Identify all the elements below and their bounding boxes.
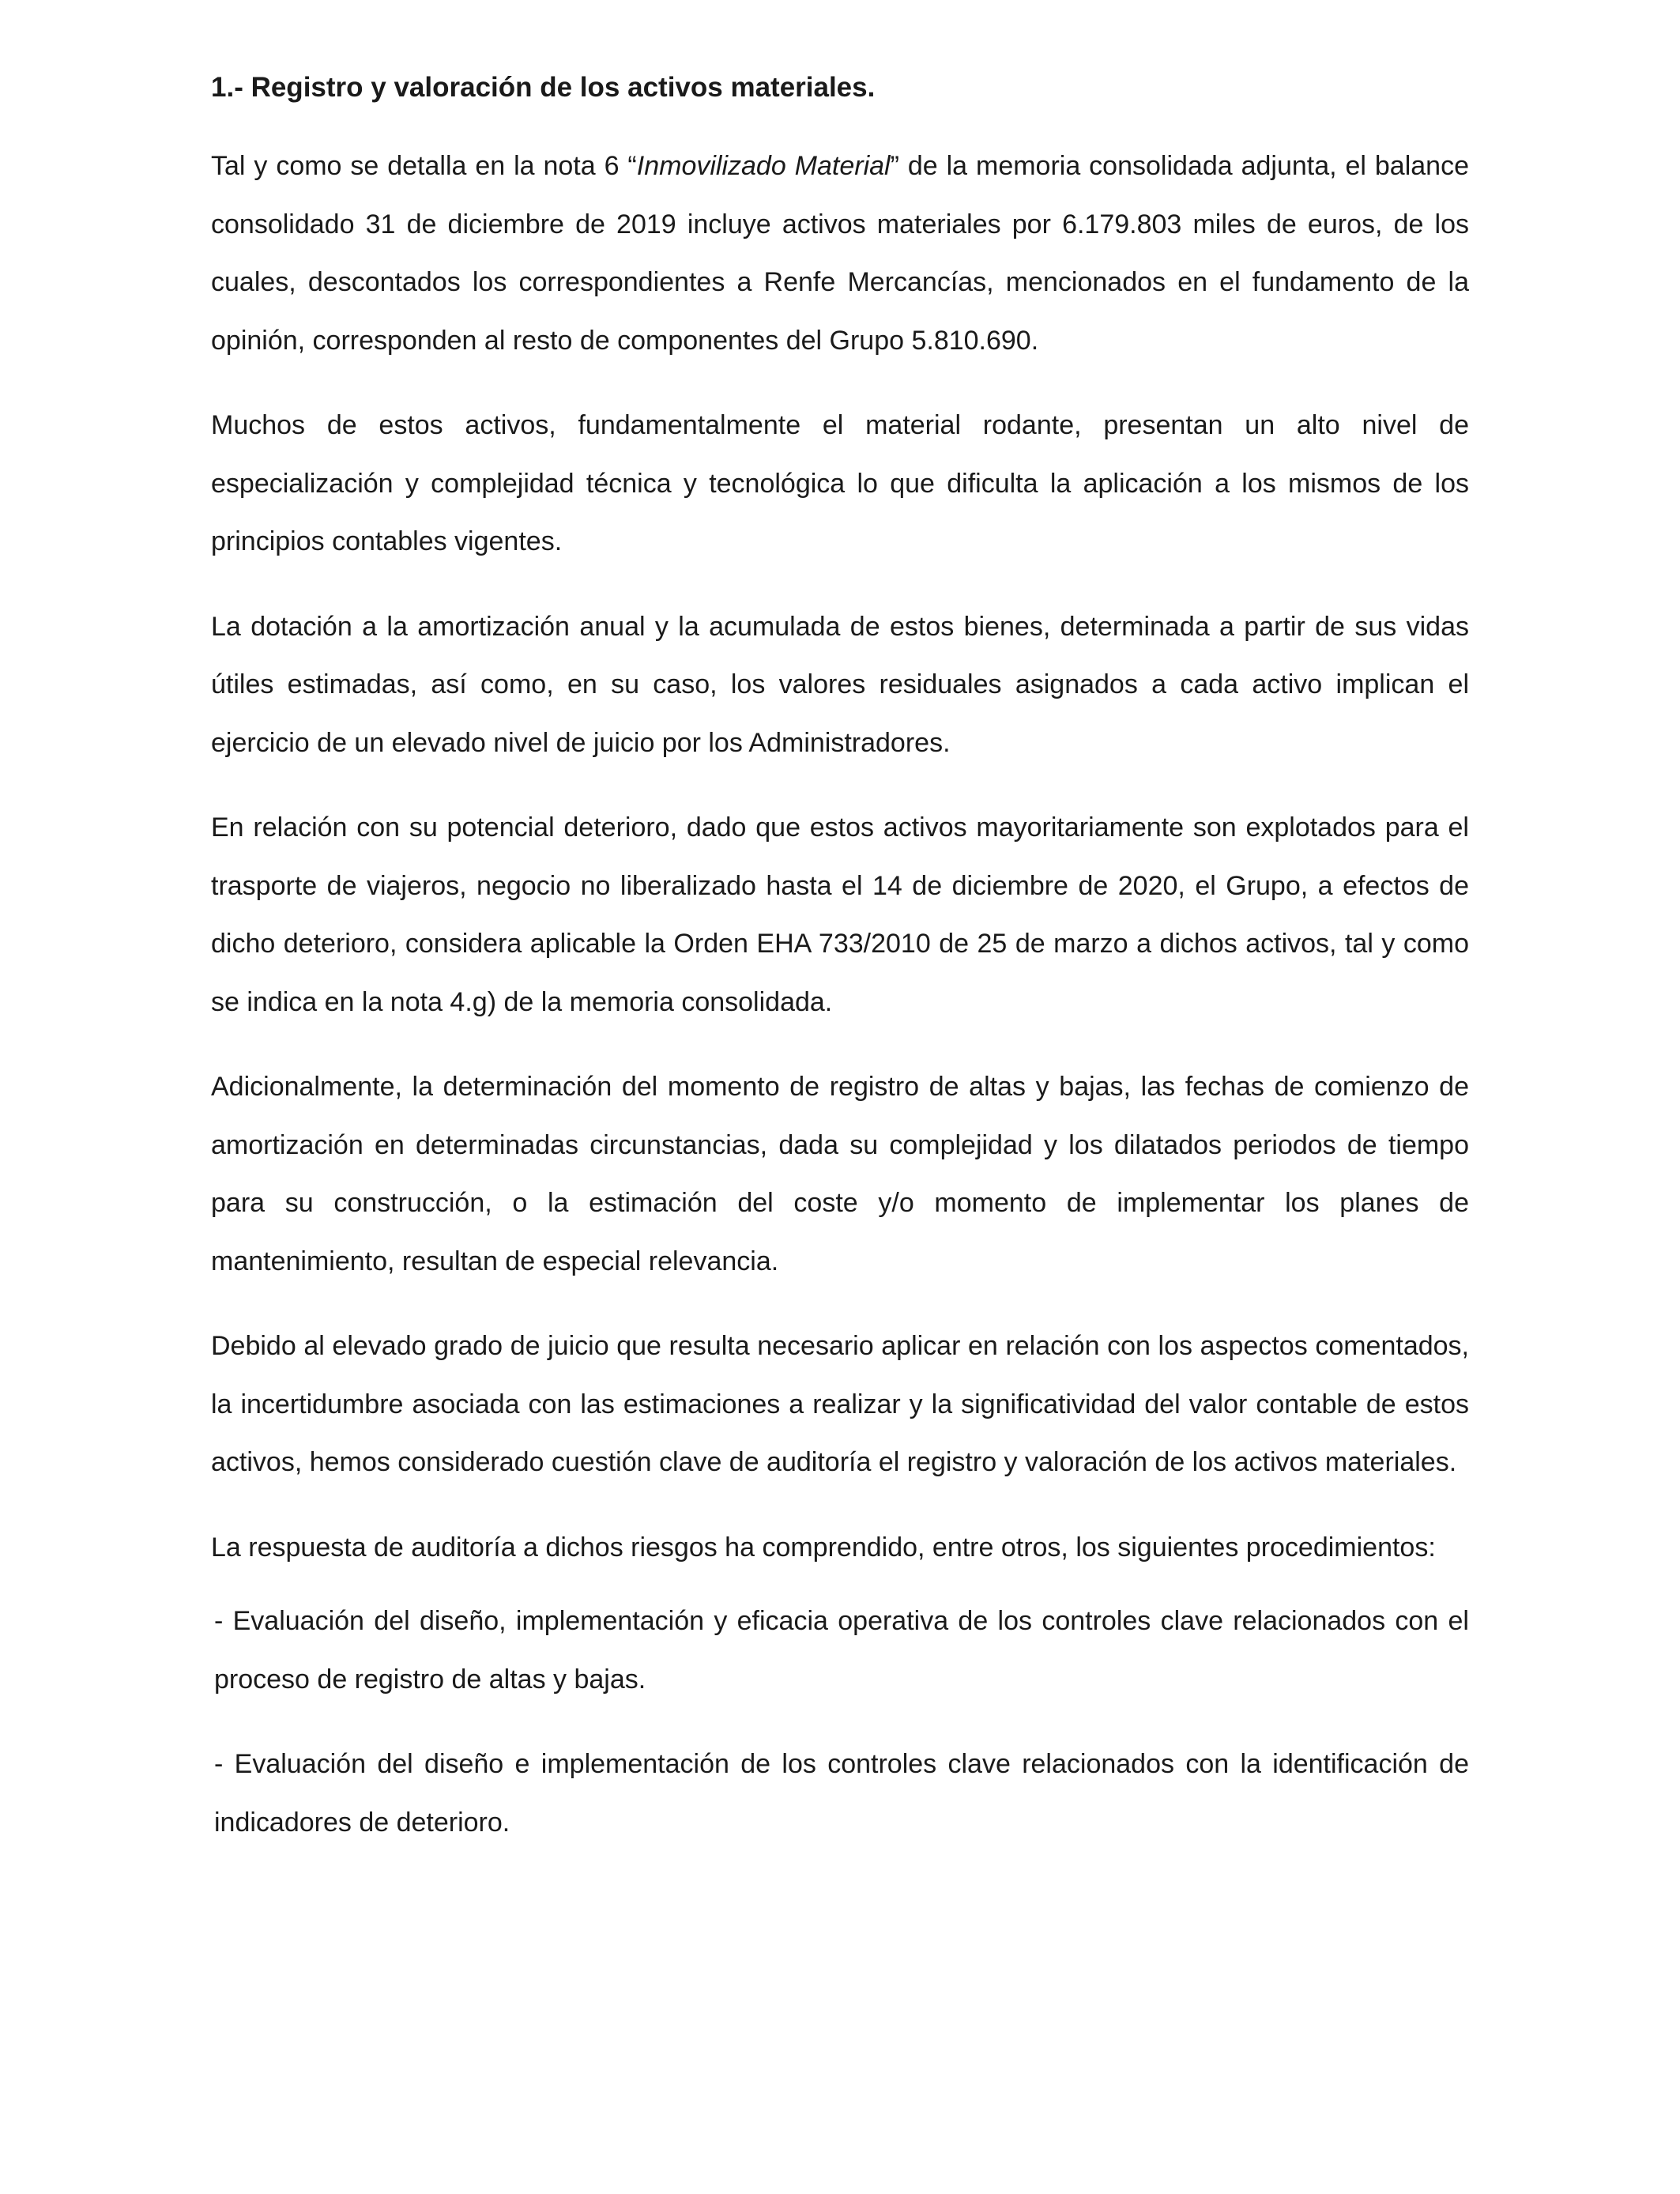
section-heading: 1.- Registro y valoración de los activos materiales. — [211, 72, 876, 103]
paragraph-especializacion: Muchos de estos activos, fundamentalmente el material rodante, presentan un alto nivel de especialización y complejidad técnica y tecnológica lo que dificulta la aplicación a los mismos de los principios contables vigentes. — [211, 410, 1469, 556]
paragraph-deterioro: En relación con su potencial deterioro, dado que estos activos mayoritariamente son explotados para el trasporte de viajeros, negocio no liberalizado hasta el 14 de diciembre de 2020, el Grupo, a efectos de dicho deterioro, considera aplicable la Orden EHA 733/2010 de 25 de marzo a dichos activos, tal y como se indica en la nota 4.g) de la memoria consolidada. — [211, 812, 1469, 1017]
paragraph-altas-bajas: Adicionalmente, la determinación del momento de registro de altas y bajas, las fechas de comienzo de amortización en determinadas circunstancias, dada su complejidad y los dilatados periodos de tiempo para su construcción, o la estimación del coste y/o momento de implementar los planes de mantenimiento, resultan de especial relevancia. — [211, 1072, 1469, 1276]
paragraph-text: ” de la memoria consolidada adjunta, el balance consolidado 31 de diciembre de 2019 incluye activos materiales por 6.179.803 miles de euros, de los cuales, descontados los correspondientes a Renfe Mercancías, mencionados en el fundamento de la opinión, corresponden al resto de componentes del Grupo 5.810.690. — [211, 151, 1469, 356]
paragraph-inmovilizado — [211, 138, 1469, 370]
note-title-italic: Inmovilizado Material — [636, 151, 891, 181]
paragraph-respuesta-auditoria: La respuesta de auditoría a dichos riesgos ha comprendido, entre otros, los siguientes procedimientos: — [211, 1532, 1436, 1563]
list-item: - Evaluación del diseño e implementación de los controles clave relacionados con la identificación de indicadores de deterioro. — [214, 1749, 1469, 1838]
paragraph-amortizacion: La dotación a la amortización anual y la acumulada de estos bienes, determinada a partir de sus vidas útiles estimadas, así como, en su caso, los valores residuales asignados a cada activo implican el ejercicio de un elevado nivel de juicio por los Administradores. — [211, 611, 1469, 758]
document-page — [211, 70, 1469, 1879]
paragraph-cuestion-clave: Debido al elevado grado de juicio que resulta necesario aplicar en relación con los aspectos comentados, la incertidumbre asociada con las estimaciones a realizar y la significatividad del valor contable de estos activos, hemos considerado cuestión clave de auditoría el registro y valoración de los activos materiales. — [211, 1331, 1469, 1477]
paragraph-text: Tal y como se detalla en la nota 6 “ — [211, 151, 637, 181]
list-item: - Evaluación del diseño, implementación y eficacia operativa de los controles clave relacionados con el proceso de registro de altas y bajas. — [214, 1606, 1469, 1695]
